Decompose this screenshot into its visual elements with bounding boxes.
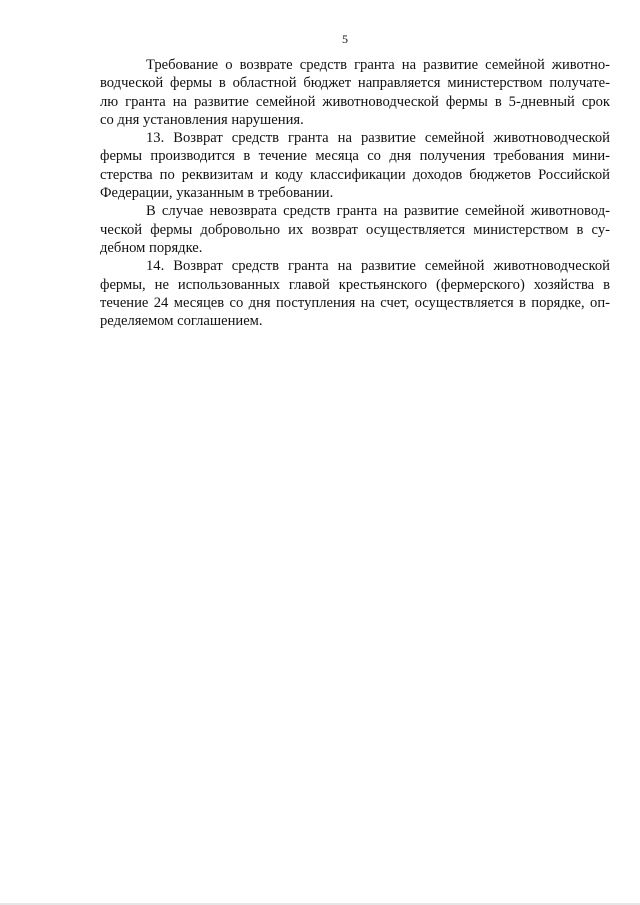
- text-line: фермы, не использованных главой крестьянского (фермерского) хозяйства в: [100, 276, 610, 293]
- text-line: 13. Возврат средств гранта на развитие семейной животноводческой: [146, 130, 610, 147]
- document-body: [100, 56, 610, 330]
- text-line: ределяемом соглашением.: [100, 313, 263, 330]
- page-number: 5: [342, 32, 348, 46]
- text-line: фермы производится в течение месяца со дня получения требования мини-: [100, 148, 610, 165]
- paragraph-clause-14: [100, 257, 610, 330]
- text-line: дебном порядке.: [100, 239, 203, 256]
- text-line: лю гранта на развитие семейной животноводческой фермы в 5-дневный срок: [100, 93, 610, 110]
- paragraph-non-return-case: [100, 202, 610, 257]
- text-line: со дня установления нарушения.: [100, 111, 304, 128]
- paragraph-clause-13: [100, 129, 610, 202]
- text-line: стерства по реквизитам и коду классификации доходов бюджетов Российской: [100, 166, 610, 183]
- text-line: В случае невозврата средств гранта на развитие семейной животновод-: [146, 203, 610, 220]
- text-line: Федерации, указанным в требовании.: [100, 185, 334, 202]
- text-line: 14. Возврат средств гранта на развитие семейной животноводческой: [146, 258, 610, 275]
- text-line: течение 24 месяцев со дня поступления на счет, осуществляется в порядке, оп-: [100, 294, 610, 311]
- text-line: ческой фермы добровольно их возврат осуществляется министерством в су-: [100, 221, 610, 238]
- paragraph-grant-return-requirement: [100, 56, 610, 129]
- text-line: водческой фермы в областной бюджет направляется министерством получате-: [100, 75, 610, 92]
- text-line: Требование о возврате средств гранта на развитие семейной животно-: [146, 57, 610, 73]
